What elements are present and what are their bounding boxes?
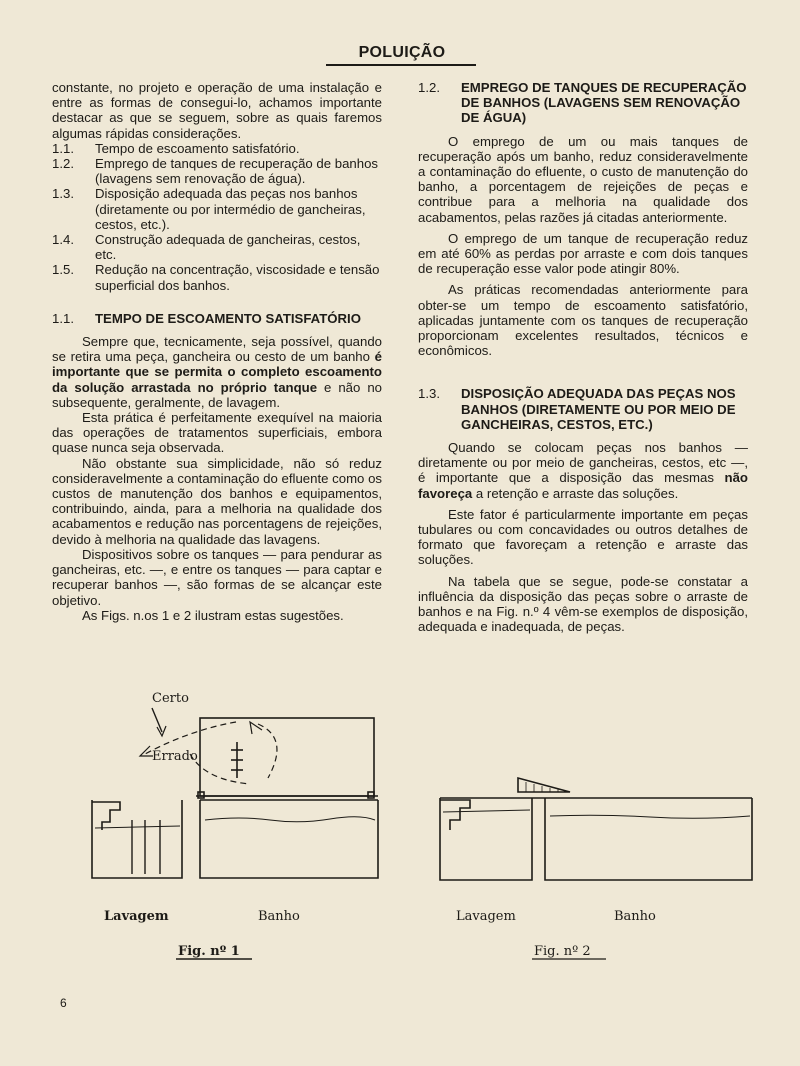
list-item-text: Construção adequada de gancheiras, cestos, etc. (95, 232, 361, 263)
running-header: POLUIÇÃO (358, 44, 446, 61)
fig1-label-lavagem: Lavagem (104, 909, 169, 924)
topic-list (52, 141, 382, 293)
lavagem-overflow (92, 802, 120, 830)
section-paragraph: As Figs. n.os 1 e 2 ilustram estas sugestões. (82, 607, 344, 623)
fig1-caption: Fig. nº 1 (178, 944, 240, 959)
header-rule (326, 64, 476, 66)
intro-paragraph: constante, no projeto e operação de uma instalação e entre as formas de consegui-lo, achamos importante destacar as que se seguem, sobre as quais faremos algumas rápidas considerações. (52, 80, 382, 141)
section-title: EMPREGO DE TANQUES DE RECUPERAÇÃO DE BANHOS (LAVAGENS SEM RENOVAÇÃO DE ÁGUA) (461, 80, 747, 126)
list-item-text: Tempo de escoamento satisfatório. (95, 140, 300, 156)
list-item-number: 1.2. (52, 156, 74, 172)
section-title: DISPOSIÇÃO ADEQUADA DAS PEÇAS NOS BANHOS (DIRETAMENTE OU POR MEIO DE GANCHEIRAS, CESTOS, ETC.) (461, 386, 736, 432)
section-paragraph: O emprego de um ou mais tanques de recuperação após um banho, reduz consideravelmente a contaminação do efluente, o custo de manutenção do banho, a porcentagem de rejeições de peças e contribue para a melhoria na qualidade dos acabamentos, pelas razões já citadas anteriormente. (418, 133, 748, 225)
figures-drawing (0, 680, 800, 970)
lavagem-tank (92, 800, 182, 878)
fig-2 (440, 778, 752, 880)
section-paragraph: Na tabela que se segue, pode-se constatar a influência da disposição das peças sobre o arraste de banhos e na Fig. n.º 4 vêm-se exemplos de disposição, adequada e inadequada, de peças. (418, 573, 748, 635)
fig2-label-banho: Banho (614, 909, 656, 924)
section-paragraph: Este fator é particularmente importante em peças tubulares ou com concavidades ou outros detalhes de formato que favoreçam a retenção e arraste das soluções. (418, 506, 748, 568)
fig2-caption: Fig. nº 2 (534, 944, 591, 959)
section-number: 1.2. (418, 80, 440, 95)
fig1-label-errado: Errado (152, 749, 198, 764)
banho-tank (200, 800, 378, 878)
emphasis-text: é importante que se permita o completo escoamento da solução arrastada no próprio tanque (52, 349, 382, 395)
section-title: TEMPO DE ESCOAMENTO SATISFATÓRIO (95, 310, 361, 326)
fig1-label-banho: Banho (258, 909, 300, 924)
right-column (418, 80, 748, 635)
list-item (52, 156, 382, 186)
list-item-text: Disposição adequada das peças nos banhos (diretamente ou por intermédio de gancheiras, cestos, etc.). (95, 186, 366, 232)
text-run: Quando se colocam peças nos banhos — diretamente ou por meio de gancheiras, cestos, etc —, é importante que a disposição das mesmas (418, 440, 748, 486)
list-item-number: 1.5. (52, 262, 74, 278)
list-item (52, 232, 382, 262)
list-item-number: 1.3. (52, 186, 74, 202)
section-paragraph: O emprego de um tanque de recuperação reduz em até 60% as perdas por arraste e com dois tanques de recuperação esse valor pode atingir 80%. (418, 230, 748, 277)
list-item-number: 1.4. (52, 232, 74, 248)
list-item-number: 1.1. (52, 140, 74, 156)
section-number: 1.1. (52, 310, 74, 326)
section-paragraph: As práticas recomendadas anteriormente para obter-se um tempo de escoamento satisfatório, aplicadas juntamente com os tanques de recuperação proporcionam excelentes resultados, técnicos e econômicos. (418, 282, 748, 359)
list-item (52, 262, 382, 292)
banho-tank-2 (545, 798, 752, 880)
fig1-label-certo: Certo (152, 691, 189, 706)
section-heading-1-1 (52, 311, 382, 326)
list-item (52, 141, 382, 156)
section-paragraph (418, 440, 748, 501)
page-number: 6 (60, 996, 67, 1010)
text-run: e não no subsequente, geralmente, de lavagem. (52, 379, 382, 410)
section-heading-1-3 (418, 386, 748, 432)
section-number: 1.3. (418, 386, 440, 402)
section-heading-1-2 (418, 80, 748, 126)
section-paragraph: Dispositivos sobre os tanques — para pendurar as gancheiras, etc. —, e entre os tanques — para captar e recuperar banhos —, são formas de se alcançar este objetivo. (52, 546, 382, 608)
fig2-label-lavagem: Lavagem (456, 909, 516, 924)
section-paragraph (52, 334, 382, 410)
section-paragraph: Esta prática é perfeitamente exequível na maioria das operações de tratamentos superficiais, embora quase nunca seja observada. (52, 410, 382, 456)
text-run: Sempre que, tecnicamente, seja possível, quando se retira uma peça, gancheira ou cesto de um banho (52, 334, 382, 365)
list-item-text: Emprego de tanques de recuperação de banhos (lavagens sem renovação de água). (95, 156, 379, 187)
list-item-text: Redução na concentração, viscosidade e tensão superficial dos banhos. (95, 262, 380, 293)
list-item (52, 186, 382, 232)
left-column (52, 80, 382, 623)
emphasis-text: não favoreça (418, 470, 748, 501)
fig-1 (92, 708, 378, 878)
text-run: a retenção e arraste das soluções. (472, 485, 679, 501)
section-paragraph: Não obstante sua simplicidade, não só reduz consideravelmente a contaminação do efluente como os custos de manutenção dos banhos e equipamentos, contribuindo, ainda, para a melhoria na qualidade dos acabamentos e redução nas porcentagens de rejeições, devido à melhoria na qualidade das lavagens. (52, 455, 382, 547)
rack-cover (200, 718, 374, 796)
